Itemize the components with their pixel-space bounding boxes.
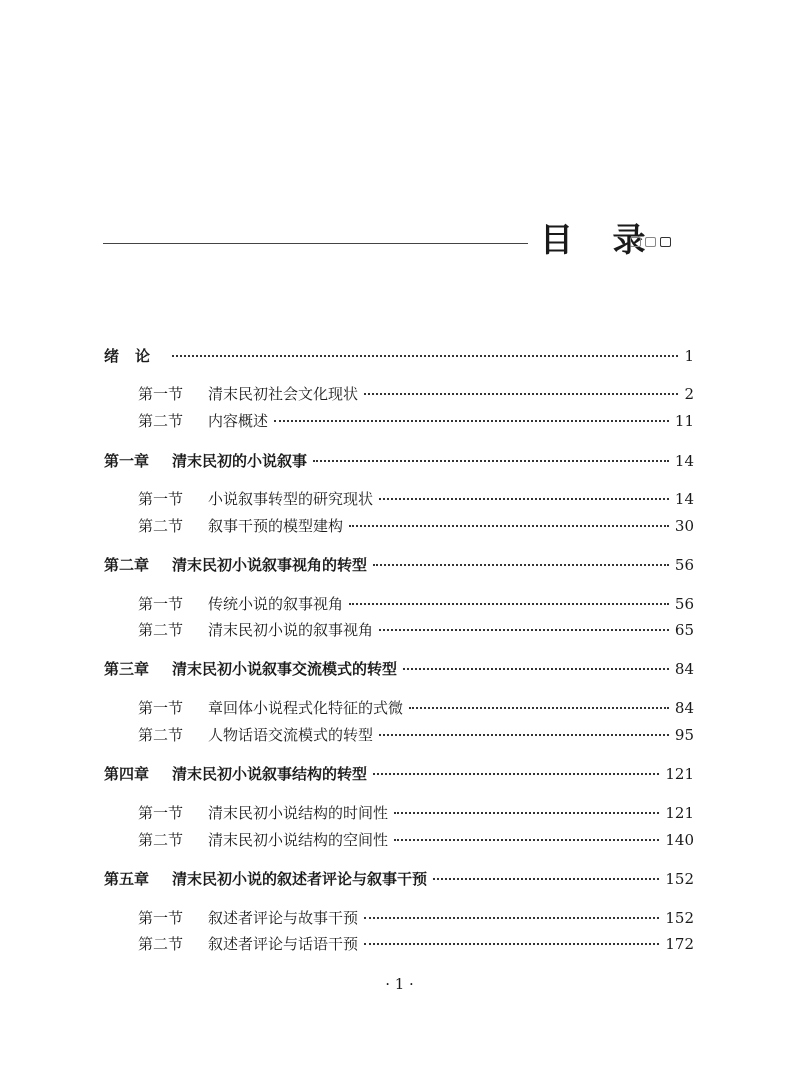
page-number: 152 xyxy=(665,870,694,888)
toc-section[interactable] xyxy=(138,697,694,719)
chapter-number: 第二章 xyxy=(104,556,150,574)
section-number: 第二节 xyxy=(138,412,184,430)
page-title: 目 录 xyxy=(540,220,660,259)
toc-section[interactable] xyxy=(138,724,694,746)
toc-section[interactable] xyxy=(138,410,694,432)
section-title: 清末民初社会文化现状 xyxy=(208,385,359,403)
toc-section[interactable] xyxy=(138,593,694,615)
title-decoration xyxy=(630,237,671,247)
section-title: 传统小说的叙事视角 xyxy=(208,595,344,613)
toc-intro[interactable] xyxy=(104,345,694,367)
toc-section[interactable] xyxy=(138,802,694,824)
toc-section[interactable] xyxy=(138,619,694,641)
toc-section[interactable] xyxy=(138,907,694,929)
chapter-title: 清末民初小说的叙述者评论与叙事干预 xyxy=(172,870,428,888)
chapter-title: 清末民初小说叙事交流模式的转型 xyxy=(172,660,398,678)
section-title: 章回体小说程式化特征的式微 xyxy=(208,699,404,717)
dot-leader xyxy=(364,393,678,395)
toc-chapter[interactable] xyxy=(104,868,694,890)
toc-chapter[interactable] xyxy=(104,450,694,472)
toc-section[interactable] xyxy=(138,933,694,955)
section-number: 第一节 xyxy=(138,909,184,927)
page-number: 121 xyxy=(665,765,694,783)
toc-section[interactable] xyxy=(138,829,694,851)
page-number: 84 xyxy=(674,699,694,717)
toc-intro-label: 绪论 xyxy=(104,347,167,365)
section-number: 第二节 xyxy=(138,726,184,744)
chapter-title: 清末民初小说叙事结构的转型 xyxy=(172,765,368,783)
section-title: 清末民初小说结构的时间性 xyxy=(208,804,389,822)
page-number: 30 xyxy=(674,517,694,535)
toc-section[interactable] xyxy=(138,488,694,510)
page-number: 121 xyxy=(665,804,694,822)
dot-leader xyxy=(394,812,659,814)
section-number: 第一节 xyxy=(138,490,184,508)
page-number: 56 xyxy=(674,556,694,574)
dot-leader xyxy=(394,839,659,841)
page-number: 65 xyxy=(674,621,694,639)
toc-chapter[interactable] xyxy=(104,763,694,785)
chapter-title: 清末民初小说叙事视角的转型 xyxy=(172,556,368,574)
dot-leader xyxy=(433,878,659,880)
dot-leader xyxy=(403,668,669,670)
chapter-number: 第五章 xyxy=(104,870,150,888)
title-rule xyxy=(103,243,528,244)
section-title: 清末民初小说的叙事视角 xyxy=(208,621,374,639)
square-icon xyxy=(630,237,641,247)
page-number: 11 xyxy=(674,412,694,430)
toc-chapter[interactable] xyxy=(104,658,694,680)
section-title: 小说叙事转型的研究现状 xyxy=(208,490,374,508)
page-number: 14 xyxy=(674,490,694,508)
chapter-number: 第一章 xyxy=(104,452,150,470)
page-number: 2 xyxy=(684,385,694,403)
page-number: 152 xyxy=(665,909,694,927)
dot-leader xyxy=(379,629,669,631)
dot-leader xyxy=(349,525,669,527)
square-icon xyxy=(645,237,656,247)
dot-leader xyxy=(172,355,678,357)
page-number: 1 xyxy=(684,347,694,365)
section-title: 清末民初小说结构的空间性 xyxy=(208,831,389,849)
square-icon xyxy=(660,237,671,247)
page-number: 56 xyxy=(674,595,694,613)
section-number: 第二节 xyxy=(138,831,184,849)
dot-leader xyxy=(379,734,669,736)
dot-leader xyxy=(373,564,669,566)
chapter-number: 第三章 xyxy=(104,660,150,678)
page-folio: · 1 · xyxy=(385,975,414,993)
section-number: 第一节 xyxy=(138,804,184,822)
toc-section[interactable] xyxy=(138,515,694,537)
section-number: 第一节 xyxy=(138,595,184,613)
section-title: 叙事干预的模型建构 xyxy=(208,517,344,535)
page-number: 95 xyxy=(674,726,694,744)
dot-leader xyxy=(364,943,659,945)
section-title: 叙述者评论与故事干预 xyxy=(208,909,359,927)
section-title: 内容概述 xyxy=(208,412,269,430)
chapter-title: 清末民初的小说叙事 xyxy=(172,452,308,470)
dot-leader xyxy=(364,917,659,919)
page-number: 172 xyxy=(665,935,694,953)
section-number: 第二节 xyxy=(138,935,184,953)
page-number: 14 xyxy=(674,452,694,470)
dot-leader xyxy=(373,773,659,775)
toc-chapter[interactable] xyxy=(104,554,694,576)
section-number: 第一节 xyxy=(138,385,184,403)
toc-section[interactable] xyxy=(138,383,694,405)
dot-leader xyxy=(379,498,669,500)
section-number: 第一节 xyxy=(138,699,184,717)
section-title: 叙述者评论与话语干预 xyxy=(208,935,359,953)
chapter-number: 第四章 xyxy=(104,765,150,783)
dot-leader xyxy=(313,460,669,462)
dot-leader xyxy=(274,420,669,422)
section-title: 人物话语交流模式的转型 xyxy=(208,726,374,744)
dot-leader xyxy=(349,603,669,605)
section-number: 第二节 xyxy=(138,621,184,639)
page-number: 140 xyxy=(665,831,694,849)
dot-leader xyxy=(409,707,669,709)
page-number: 84 xyxy=(674,660,694,678)
section-number: 第二节 xyxy=(138,517,184,535)
